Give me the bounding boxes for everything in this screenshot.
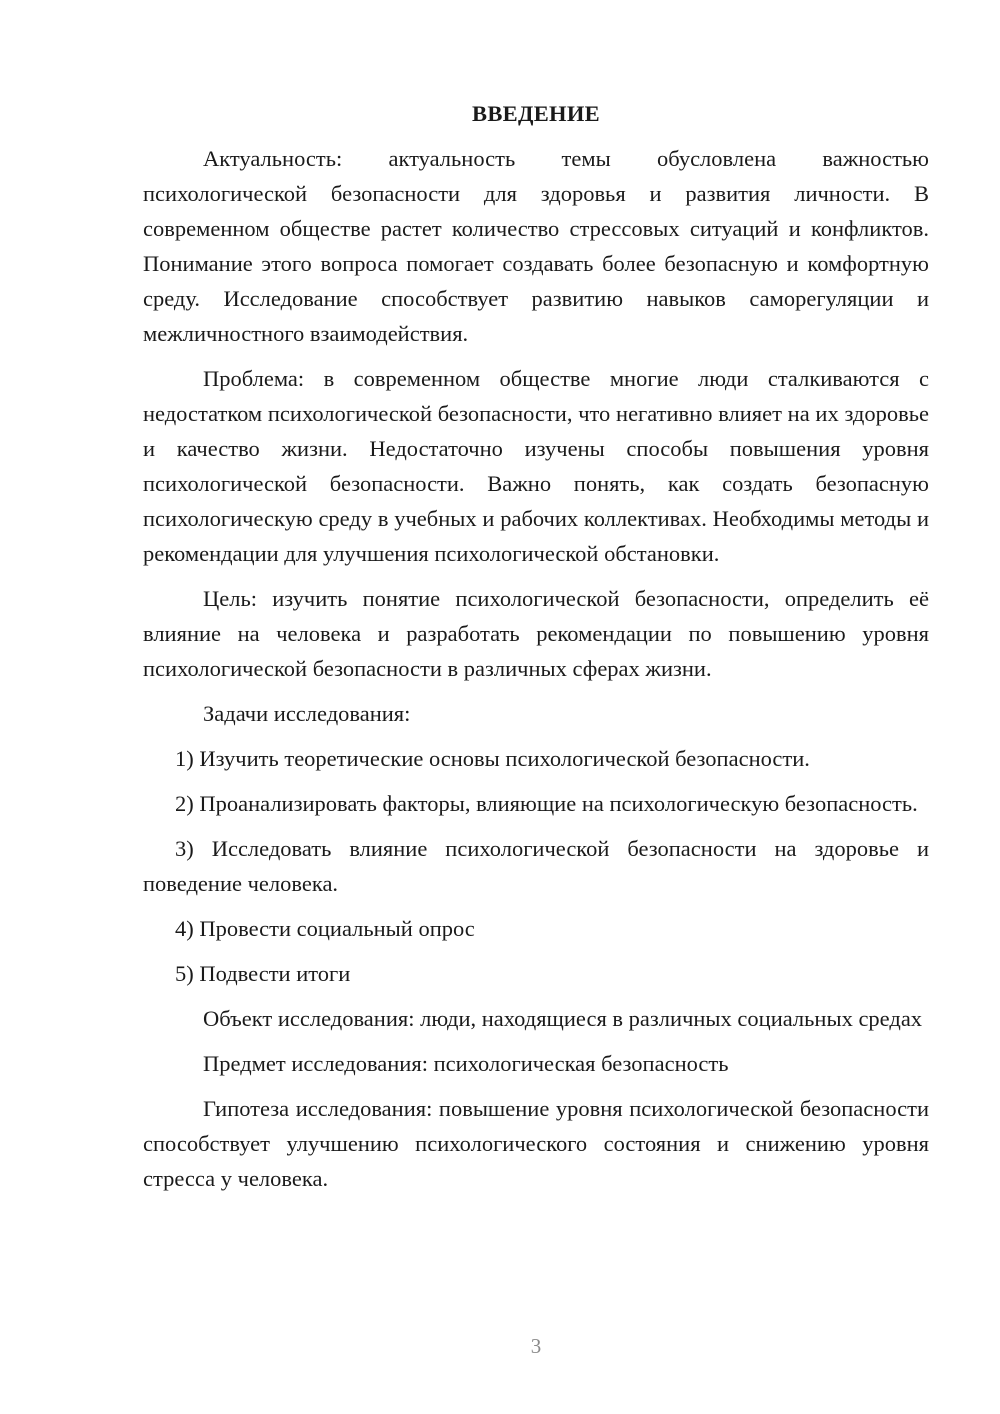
page-number: 3 [530,1334,542,1358]
hypothesis-paragraph: Гипотеза исследования: повышение уровня психологической безопасности способствует улучшению психологического состояния и снижению уровня стресса у человека. [143,1096,929,1191]
object-paragraph: Объект исследования: люди, находящиеся в различных социальных средах [203,1006,923,1031]
task-item-4: 4) Провести социальный опрос [175,916,475,941]
problem-paragraph: Проблема: в современном обществе многие люди сталкиваются с недостатком психологической безопасности, что негативно влияет на их здоровье и качество жизни. Недостаточно изучены способы повышения уровня психологической безопасности. Важно понять, как создать безопасную психологическую среду в учебных и рабочих коллективах. Необходимы методы и рекомендации для улучшения психологической обстановки. [143,366,929,566]
section-title: ВВЕДЕНИЕ [472,101,600,126]
task-item-5: 5) Подвести итоги [175,961,351,986]
task-item-3: 3) Исследовать влияние психологической безопасности на здоровье и поведение человека. [143,836,929,896]
tasks-heading: Задачи исследования: [203,701,411,726]
task-item-2: 2) Проанализировать факторы, влияющие на психологическую безопасность. [175,791,918,816]
task-item-1: 1) Изучить теоретические основы психологической безопасности. [175,746,810,771]
page-content [143,96,929,1206]
goal-paragraph: Цель: изучить понятие психологической безопасности, определить её влияние на человека и разработать рекомендации по повышению уровня психологической безопасности в различных сферах жизни. [143,586,929,681]
relevance-paragraph: Актуальность: актуальность темы обусловлена важностью психологической безопасности для здоровья и развития личности. В современном обществе растет количество стрессовых ситуаций и конфликтов. Понимание этого вопроса помогает создавать более безопасную и комфортную среду. Исследование способствует развитию навыков саморегуляции и межличностного взаимодействия. [143,146,929,346]
subject-paragraph: Предмет исследования: психологическая безопасность [203,1051,729,1076]
